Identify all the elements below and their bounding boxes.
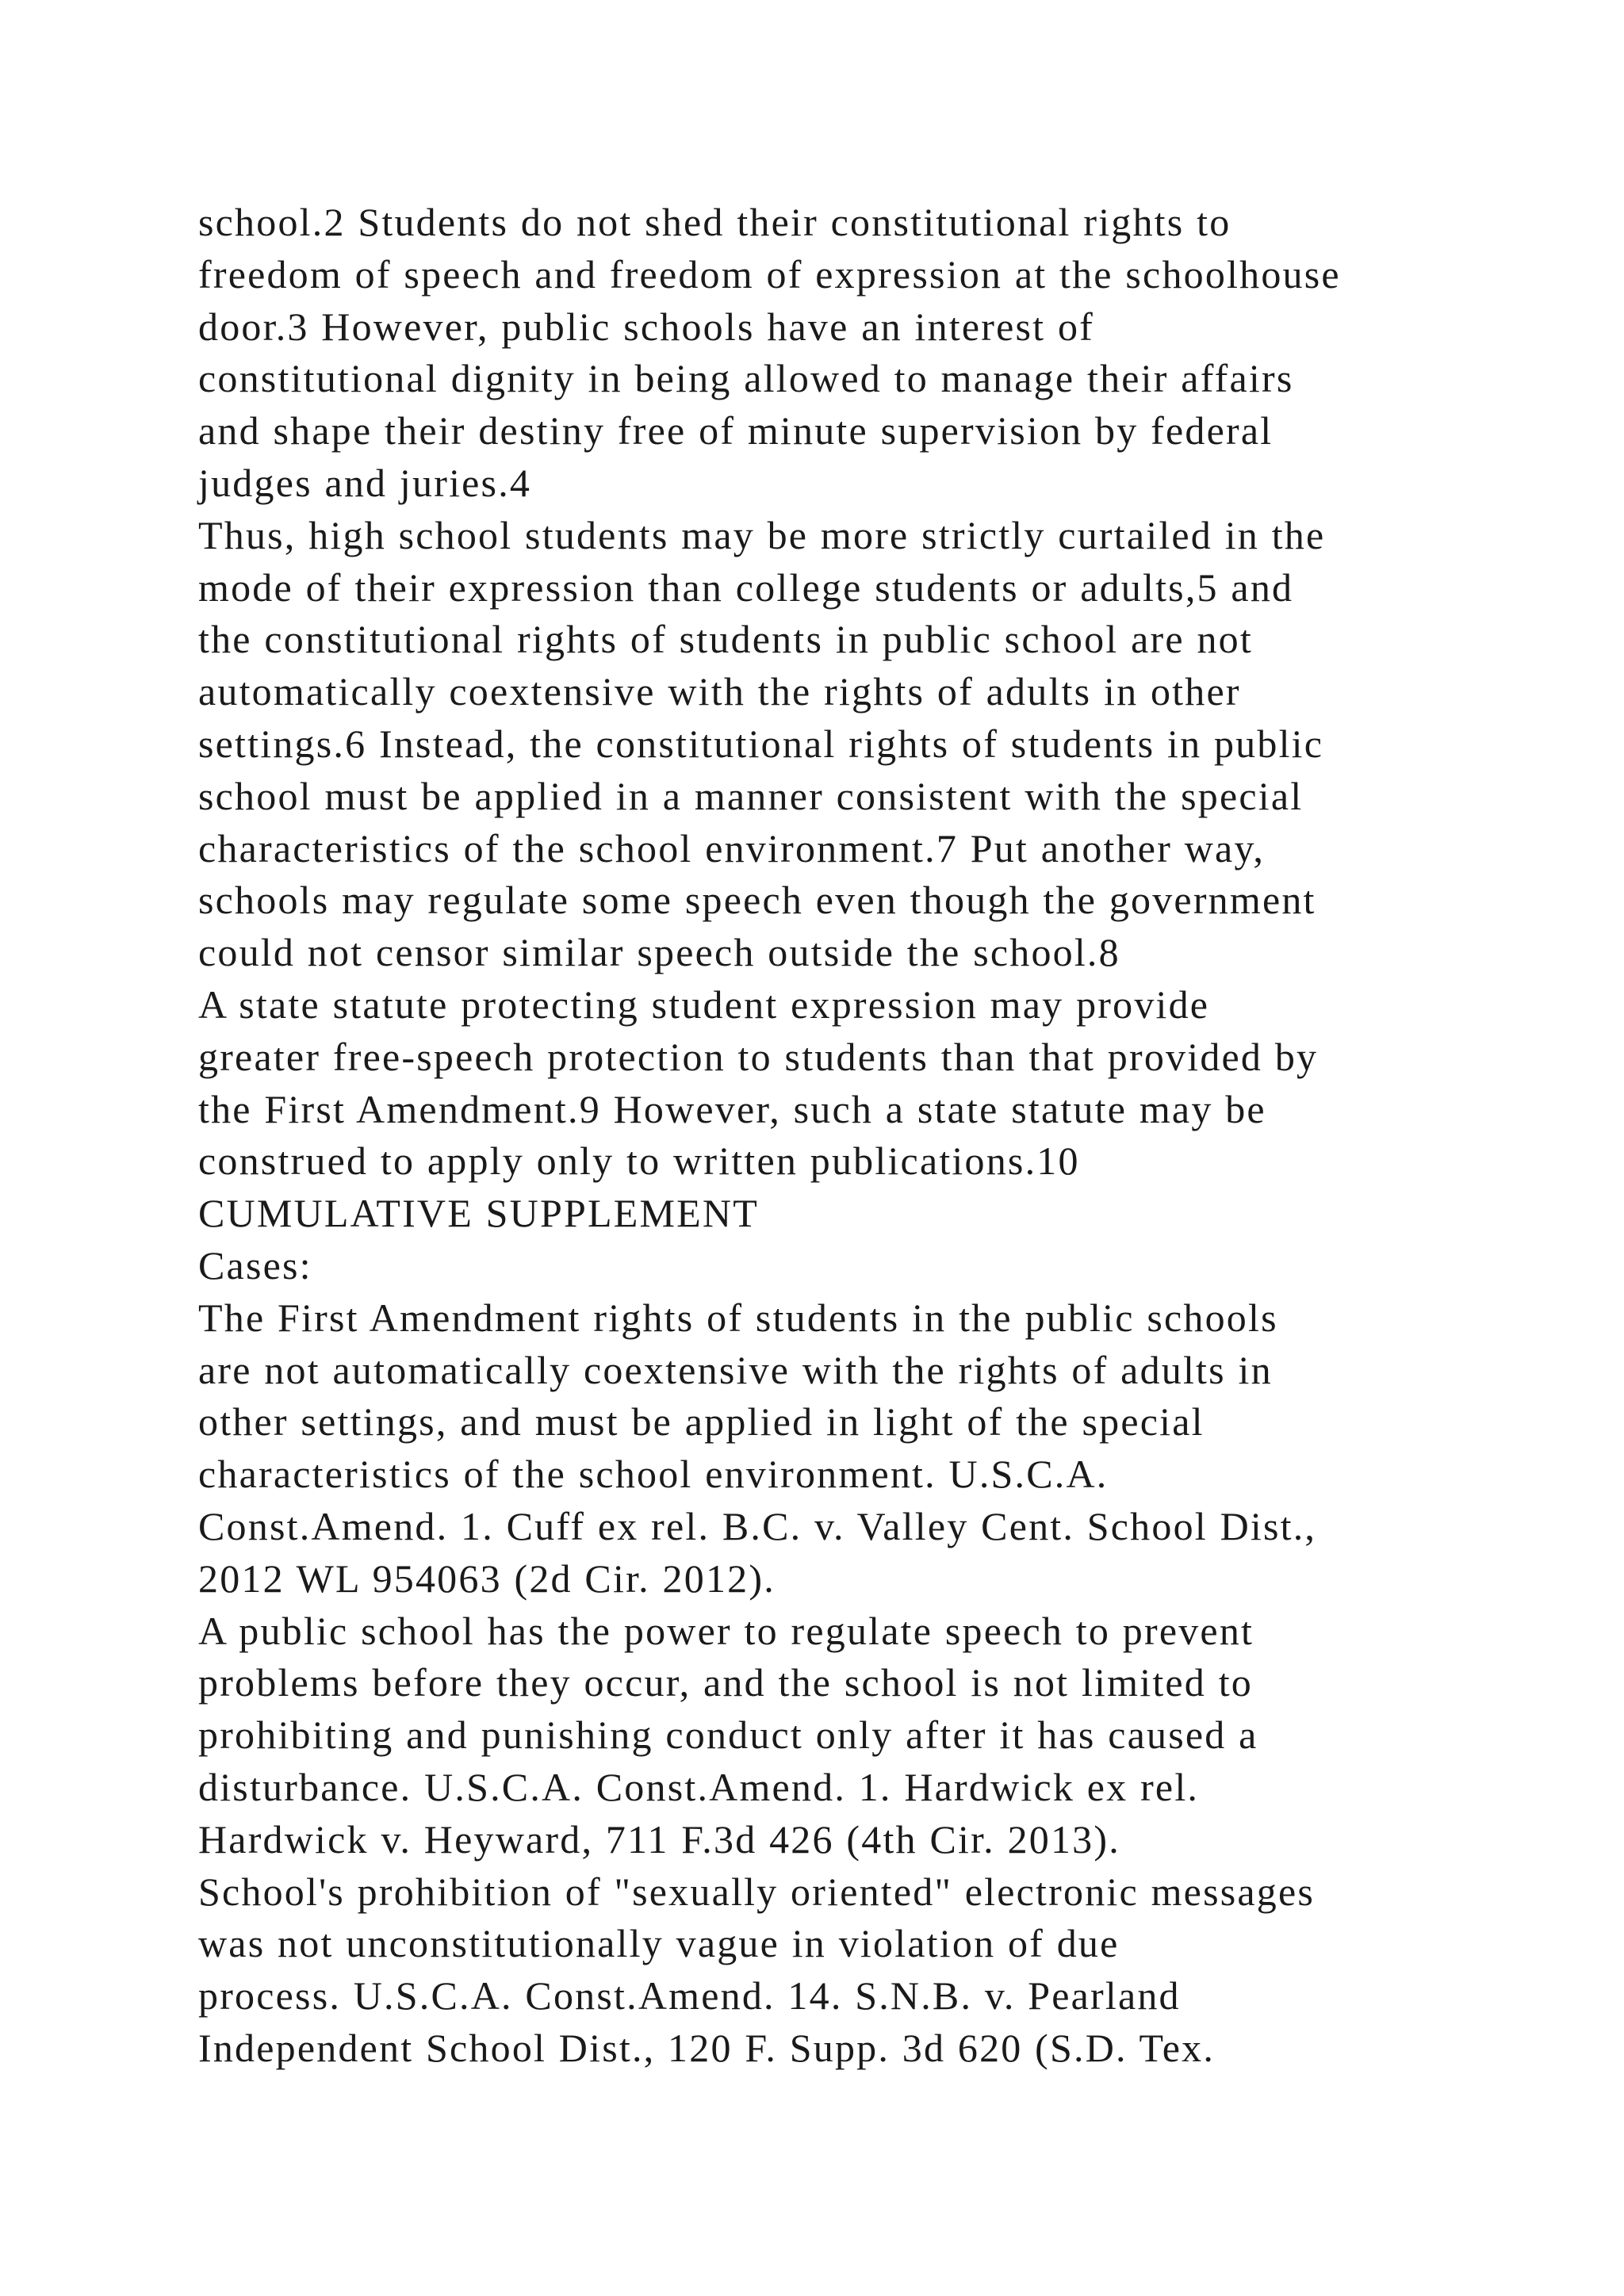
text-line: the First Amendment.9 However, such a state statute may be bbox=[198, 1086, 1266, 1131]
text-line: A state statute protecting student expression may provide bbox=[198, 982, 1210, 1027]
text-line: constitutional dignity in being allowed to manage their affairs bbox=[198, 356, 1294, 401]
text-line: School's prohibition of "sexually oriented" electronic messages bbox=[198, 1869, 1316, 1914]
text-line: freedom of speech and freedom of expression at the schoolhouse bbox=[198, 251, 1341, 297]
text-line: construed to apply only to written publications.10 bbox=[198, 1138, 1080, 1184]
text-line: Const.Amend. 1. Cuff ex rel. B.C. v. Valley Cent. School Dist., bbox=[198, 1503, 1317, 1548]
text-line: other settings, and must be applied in light of the special bbox=[198, 1399, 1205, 1445]
text-line: characteristics of the school environment. U.S.C.A. bbox=[198, 1452, 1109, 1497]
text-line: 2012 WL 954063 (2d Cir. 2012). bbox=[198, 1556, 776, 1601]
text-line: mode of their expression than college students or adults,5 and bbox=[198, 564, 1294, 610]
text-line: judges and juries.4 bbox=[198, 460, 532, 505]
text-line: are not automatically coextensive with the rights of adults in bbox=[198, 1347, 1273, 1392]
document-page bbox=[198, 197, 1483, 2075]
text-line: characteristics of the school environment.7 Put another way, bbox=[198, 825, 1266, 871]
subheading: Cases: bbox=[198, 1242, 312, 1288]
text-line: school.2 Students do not shed their constitutional rights to bbox=[198, 200, 1231, 244]
text-line: Hardwick v. Heyward, 711 F.3d 426 (4th Cir. 2013). bbox=[198, 1816, 1120, 1862]
text-line: and shape their destiny free of minute supervision by federal bbox=[198, 408, 1274, 453]
text-line: Thus, high school students may be more strictly curtailed in the bbox=[198, 512, 1326, 557]
text-line: door.3 However, public schools have an interest of bbox=[198, 304, 1095, 349]
text-line: settings.6 Instead, the constitutional rights of students in public bbox=[198, 721, 1324, 766]
text-line: prohibiting and punishing conduct only after it has caused a bbox=[198, 1712, 1258, 1758]
text-line: could not censor similar speech outside the school.8 bbox=[198, 930, 1120, 975]
text-line: disturbance. U.S.C.A. Const.Amend. 1. Hardwick ex rel. bbox=[198, 1764, 1200, 1809]
text-line: school must be applied in a manner consistent with the special bbox=[198, 773, 1304, 818]
text-line: automatically coextensive with the rights of adults in other bbox=[198, 669, 1241, 714]
text-line: the constitutional rights of students in public school are not bbox=[198, 617, 1253, 662]
text-line: The First Amendment rights of students in the public schools bbox=[198, 1295, 1278, 1340]
text-line: was not unconstitutionally vague in violation of due bbox=[198, 1921, 1120, 1966]
text-line: process. U.S.C.A. Const.Amend. 14. S.N.B. v. Pearland bbox=[198, 1973, 1181, 2019]
text-line: schools may regulate some speech even though the government bbox=[198, 878, 1316, 923]
text-line: greater free-speech protection to students than that provided by bbox=[198, 1034, 1319, 1079]
text-line: problems before they occur, and the school is not limited to bbox=[198, 1660, 1253, 1705]
section-heading: CUMULATIVE SUPPLEMENT bbox=[198, 1191, 759, 1236]
text-line: Independent School Dist., 120 F. Supp. 3d 620 (S.D. Tex. bbox=[198, 2025, 1216, 2070]
text-line: A public school has the power to regulate speech to prevent bbox=[198, 1608, 1254, 1653]
